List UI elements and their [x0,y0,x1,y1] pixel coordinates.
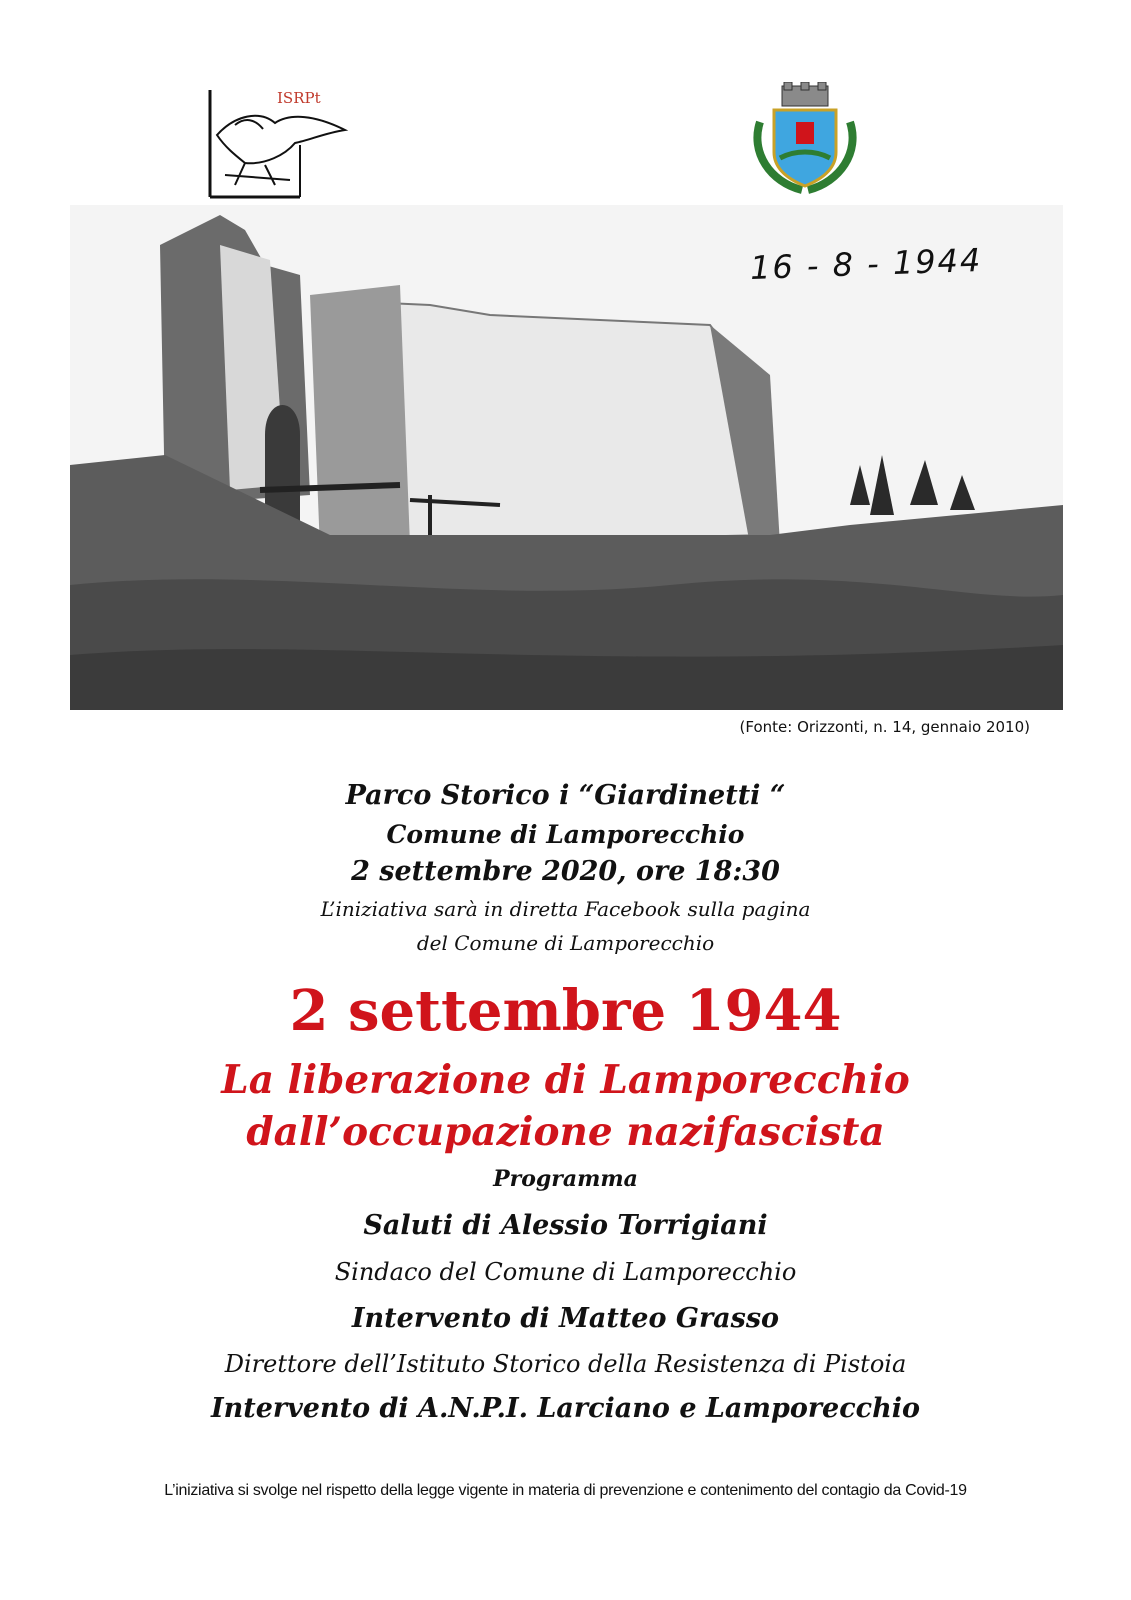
isrpt-logo-text: ISRPt [277,89,321,107]
program-item-1-title: Saluti di Alessio Torrigiani [363,1210,768,1241]
historical-photo [70,205,1063,710]
program-item-3-title: Intervento di A.N.P.I. Larciano e Lamporecchio [210,1393,921,1424]
live-stream-note-line1: L’iniziativa sarà in diretta Facebook sulla pagina [320,897,811,921]
photo-handwritten-date: 16 - 8 - 1944 [749,240,983,288]
event-date-time: 2 settembre 2020, ore 18:30 [351,856,780,887]
comune-coat-of-arms [740,82,870,197]
program-item-2-title: Intervento di Matteo Grasso [351,1303,780,1334]
headline-subtitle-line1: La liberazione di Lamporecchio [221,1057,910,1103]
isrpt-logo [205,85,355,200]
covid-compliance-note: L’iniziativa si svolge nel rispetto della legge vigente in materia di prevenzione e contenimento del contagio da Covid-19 [164,1482,967,1499]
venue-title: Parco Storico i “Giardinetti “ [345,780,786,811]
headline-subtitle-line2: dall’occupazione nazifascista [246,1109,885,1155]
live-stream-note-line2: del Comune di Lamporecchio [416,931,715,955]
headline-date: 2 settembre 1944 [289,978,842,1044]
photo-source-caption: (Fonte: Orizzonti, n. 14, gennaio 2010) [739,718,1030,736]
program-label: Programma [493,1166,638,1192]
program-item-1-role: Sindaco del Comune di Lamporecchio [334,1258,797,1286]
venue-comune: Comune di Lamporecchio [386,820,745,849]
program-item-2-role: Direttore dell’Istituto Storico della Resistenza di Pistoia [224,1350,907,1378]
